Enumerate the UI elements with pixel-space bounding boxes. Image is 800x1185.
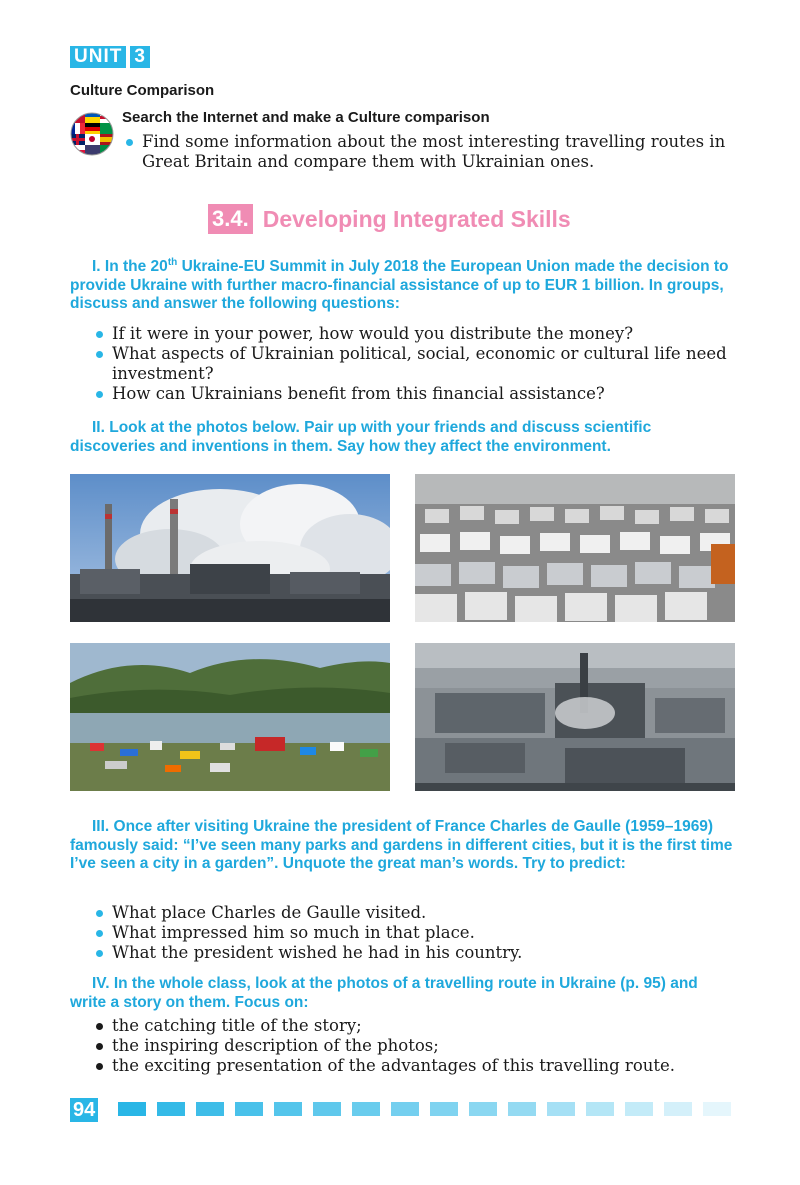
task-1-superscript: th — [167, 256, 178, 268]
task-2-text: II. Look at the photos below. Pair up with your friends and discuss scientific discoveries and inventions in them. Say how they affect the environment. — [70, 419, 652, 455]
culture-bullet-list — [122, 132, 742, 172]
task-2-instructions — [70, 419, 736, 456]
unit-label: UNIT — [70, 46, 126, 68]
traffic-jam-photo — [415, 474, 735, 622]
task-1-instructions — [70, 258, 736, 314]
task-4-text: IV. In the whole class, look at the photos of a travelling route in Ukraine (p. 95) and write a story on them. Focus on: — [70, 975, 698, 1011]
task-1-question-list — [92, 324, 738, 404]
task-4-instructions — [70, 975, 736, 1012]
list-item: the exciting presentation of the advantages of this travelling route. — [92, 1056, 738, 1076]
culture-comparison-title: Culture Comparison — [70, 82, 215, 99]
footer-decoration — [118, 1102, 731, 1116]
power-plant-aerial-photo — [415, 643, 735, 791]
list-item: What impressed him so much in that place. — [92, 923, 738, 943]
flags-globe-icon — [70, 112, 114, 156]
task-1-text-end: Ukraine-EU Summit in July 2018 the European Union made the decision to provide Ukraine with further macro-financial assistance of up to EUR 1 billion. In groups, discuss and answer the following questions: — [70, 258, 729, 312]
unit-number: 3 — [130, 46, 150, 68]
polluted-lake-photo — [70, 643, 390, 791]
list-item: What the president wished he had in his country. — [92, 943, 738, 963]
task-3-instructions — [70, 818, 736, 874]
list-item: the inspiring description of the photos; — [92, 1036, 738, 1056]
list-item: If it were in your power, how would you distribute the money? — [92, 324, 738, 344]
list-item: Find some information about the most interesting travelling routes in Great Britain and compare them with Ukrainian ones. — [122, 132, 742, 172]
unit-badge — [70, 46, 150, 68]
section-heading: Developing Integrated Skills — [262, 205, 571, 232]
section-title — [208, 204, 571, 234]
list-item: What place Charles de Gaulle visited. — [92, 903, 738, 923]
factory-smoke-photo — [70, 474, 390, 622]
task-3-prediction-list — [92, 903, 738, 963]
task-4-focus-list — [92, 1016, 738, 1076]
task-1-text-start: I. In the 20 — [92, 258, 168, 275]
task-3-text: III. Once after visiting Ukraine the president of France Charles de Gaulle (1959–1969) famously said: “I’ve seen many parks and gardens in different cities, but it is the first time I’ve seen a city in a garden”. Unquote the great man’s words. Try to predict: — [70, 818, 733, 872]
section-number: 3.4. — [208, 204, 253, 234]
list-item: How can Ukrainians benefit from this financial assistance? — [92, 384, 738, 404]
list-item: the catching title of the story; — [92, 1016, 738, 1036]
culture-comparison-heading: Search the Internet and make a Culture comparison — [122, 109, 490, 126]
list-item: What aspects of Ukrainian political, social, economic or cultural life need investment? — [92, 344, 738, 384]
page-number: 94 — [70, 1098, 98, 1122]
